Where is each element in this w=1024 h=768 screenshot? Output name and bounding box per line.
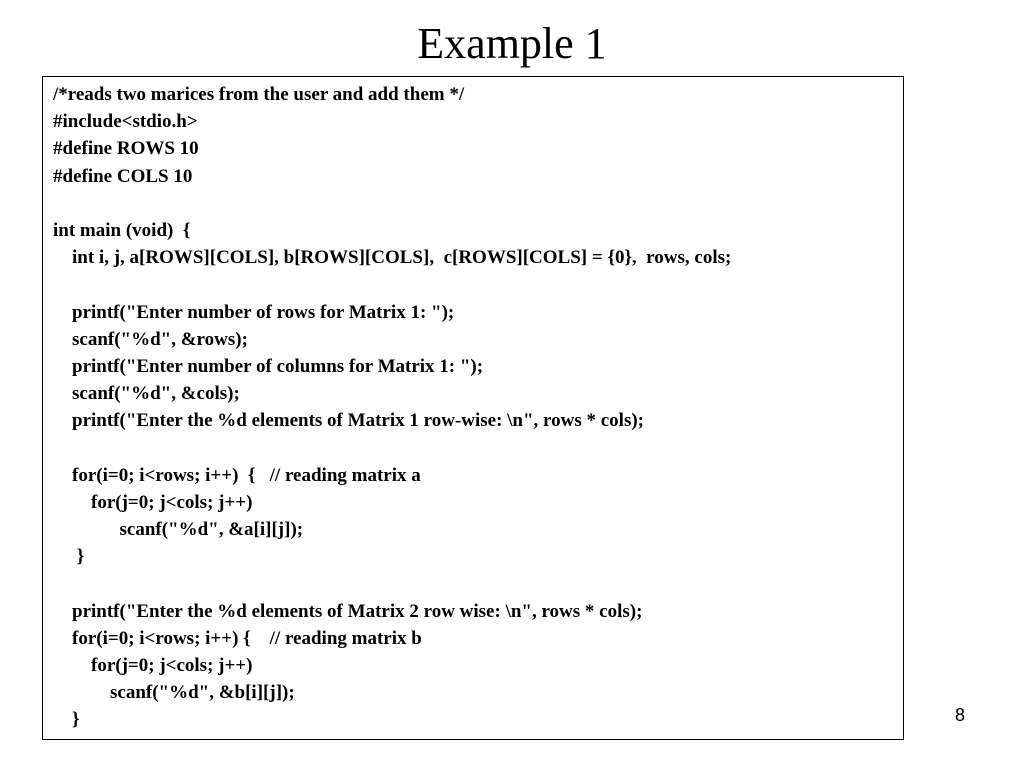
code-line: for(i=0; i<rows; i++) { // reading matrix b	[53, 627, 422, 649]
code-line: /*reads two marices from the user and add them */	[53, 84, 465, 105]
code-line: #include<stdio.h>	[53, 111, 198, 133]
code-line: printf("Enter number of columns for Matrix 1: ");	[53, 355, 484, 377]
code-line: #define ROWS 10	[53, 138, 199, 160]
code-line: for(i=0; i<rows; i++) { // reading matrix a	[53, 464, 421, 486]
code-line	[53, 271, 731, 298]
code-line	[53, 434, 731, 461]
code-line: printf("Enter the %d elements of Matrix 1 row-wise: \n", rows * cols);	[53, 410, 645, 432]
code-line	[53, 570, 731, 597]
code-line: }	[53, 709, 80, 731]
code-line: int main (void) {	[53, 219, 191, 241]
slide-title: Example 1	[417, 19, 607, 68]
code-line: scanf("%d", &b[i][j]);	[53, 682, 295, 704]
code-line: printf("Enter the %d elements of Matrix 2 row wise: \n", rows * cols);	[53, 600, 643, 622]
code-line: }	[53, 546, 85, 568]
code-line: scanf("%d", &rows);	[53, 328, 248, 350]
code-line: #define COLS 10	[53, 165, 193, 187]
code-line: for(j=0; j<cols; j++)	[53, 491, 253, 513]
code-line: for(j=0; j<cols; j++)	[53, 654, 253, 676]
code-line	[53, 190, 731, 217]
code-line: printf("Enter number of rows for Matrix 1: ");	[53, 301, 455, 323]
code-line: scanf("%d", &cols);	[53, 383, 240, 405]
code-listing	[53, 81, 731, 734]
code-line: int i, j, a[ROWS][COLS], b[ROWS][COLS], c[ROWS][COLS] = {0}, rows, cols;	[53, 247, 732, 269]
code-block	[42, 76, 904, 740]
slide-number: 8	[954, 705, 965, 725]
code-line: scanf("%d", &a[i][j]);	[53, 519, 304, 540]
